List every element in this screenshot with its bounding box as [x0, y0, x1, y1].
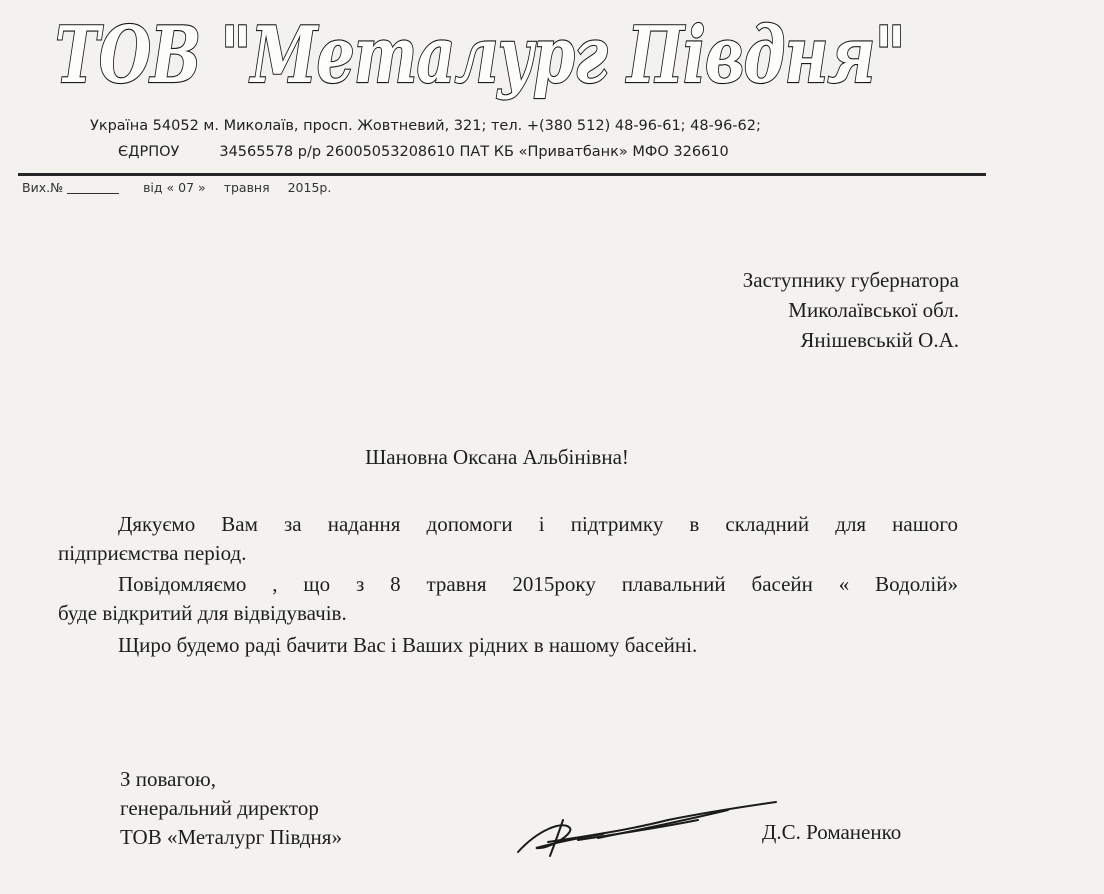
- date-day: 07: [178, 180, 195, 195]
- closing-line-2: генеральний директор: [120, 796, 319, 820]
- body-paragraph-2-line-1: Повідомляємо , що з 8 травня 2015року плавальний басейн « Водолій»: [118, 572, 958, 596]
- outgoing-reference: [22, 180, 331, 195]
- company-logo: [55, 4, 915, 104]
- handwritten-signature: [508, 790, 798, 870]
- date-prefix: від «: [143, 180, 175, 195]
- edrpou-details: 34565578 р/р 26005053208610 ПАТ КБ «Приватбанк» МФО 326610: [219, 144, 729, 160]
- closing-line-1: З повагою,: [120, 767, 216, 791]
- date-close: »: [198, 180, 206, 195]
- body-paragraph-3-text: Щиро будемо раді бачити Вас і Ваших рідних в нашому басейні.: [118, 633, 698, 657]
- recipient-block: [743, 265, 959, 355]
- signer-name: Д.С. Романенко: [762, 820, 902, 844]
- body-paragraph-2-line-2: буде відкритий для відвідувачів.: [58, 601, 347, 625]
- letterhead-divider: [18, 173, 986, 176]
- closing-block: [120, 765, 342, 852]
- recipient-line-3: Янішевській О.А.: [800, 328, 959, 352]
- edrpou-label: ЄДРПОУ: [118, 144, 180, 160]
- company-logo-text: ТОВ "Металург Півдня": [55, 10, 905, 101]
- body-paragraph-1-line-1: Дякуємо Вам за надання допомоги і підтримку в складний для нашого: [118, 512, 958, 536]
- outgoing-number-label: Вих.№: [22, 180, 64, 195]
- body-paragraph-1: [58, 510, 958, 568]
- date-year: 2015р.: [287, 180, 332, 195]
- recipient-line-1: Заступнику губернатора: [742, 268, 959, 292]
- date-month: травня: [223, 180, 270, 195]
- recipient-line-2: Миколаївської обл.: [788, 298, 959, 322]
- salutation-text: Шановна Оксана Альбінівна!: [365, 445, 629, 469]
- body-paragraph-3: [58, 631, 958, 660]
- company-bank-details: [118, 144, 1104, 160]
- body-paragraph-1-line-2: підприємства період.: [58, 541, 247, 565]
- outgoing-number-blank: [67, 193, 119, 194]
- salutation: [0, 445, 986, 470]
- body-paragraph-2: [58, 570, 958, 628]
- closing-line-3: ТОВ «Металург Півдня»: [120, 825, 342, 849]
- company-address: Україна 54052 м. Миколаїв, просп. Жовтневий, 321; тел. +(380 512) 48-96-61; 48-96-62;: [90, 118, 761, 134]
